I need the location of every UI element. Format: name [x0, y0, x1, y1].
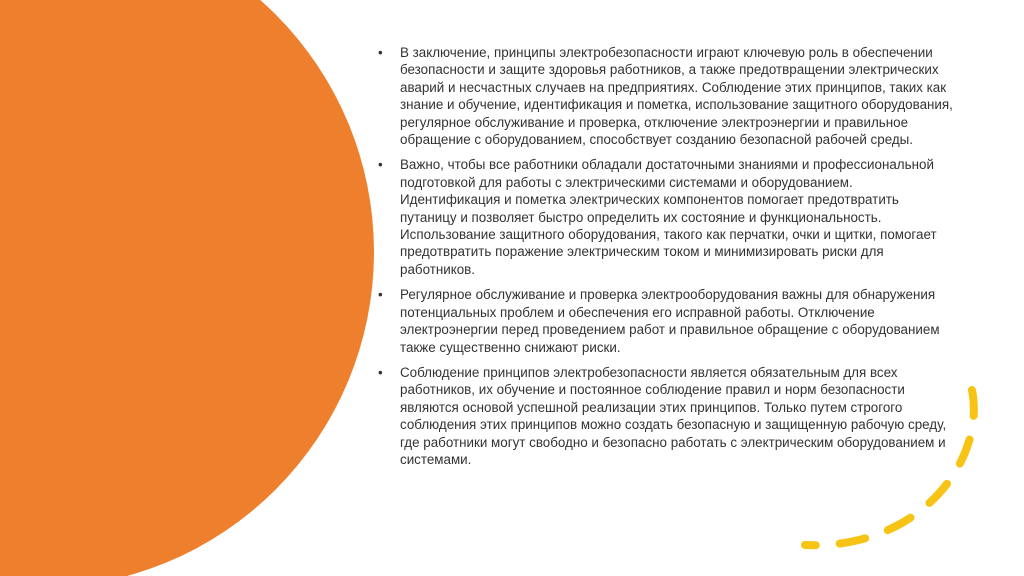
- bullet-marker: •: [378, 45, 383, 60]
- bullet-item: [376, 364, 956, 468]
- bullet-text: Соблюдение принципов электробезопасности является обязательным для всех работников, их обучение и постоянное соблюдение правил и норм безопасности являются основой успешной реализации этих принципов. Только путем строгого соблюдения этих принципов можно создать безопасную и защищенную рабочую среду, где работники могут свободно и безопасно работать с электрическим оборудованием и системами.: [400, 364, 947, 467]
- orange-circle-decoration: [0, 0, 374, 576]
- bullet-item: [376, 156, 956, 278]
- bullet-text: Регулярное обслуживание и проверка электрооборудования важны для обнаружения потенциальных проблем и обеспечения его исправной работы. Отключение электроэнергии перед проведением работ и правильное обращение с оборудованием также существенно снижают риски.: [400, 287, 940, 355]
- bullet-marker: •: [378, 364, 383, 380]
- bullet-marker: •: [378, 287, 383, 303]
- bullet-marker: •: [378, 157, 383, 173]
- bullet-text: В заключение, принципы электробезопасности играют ключевую роль в обеспечении безопасности и защите здоровья работников, а также предотвращении электрических аварий и несчастных случаев на предприятиях. Соблюдение этих принципов, таких как знание и обучение, идентификация и пометка, использование защитного оборудования, регулярное обслуживание и проверка, отключение электроэнергии и правильное обращение с оборудованием, способствует созданию безопасной рабочей среды.: [400, 45, 953, 148]
- bullet-list: [376, 44, 956, 476]
- bullet-text: Важно, чтобы все работники обладали достаточными знаниями и профессиональной подготовкой для работы с электрическими системами и оборудованием. Идентификация и пометка электрических компонентов помогает предотвратить путаницу и позволяет быстро определить их состояние и функциональность. Использование защитного оборудования, такого как перчатки, очки и щитки, помогает предотвратить поражение электрическим током и минимизировать риски для работников.: [400, 157, 937, 277]
- bullet-item: [376, 44, 956, 148]
- bullet-item: [376, 286, 956, 356]
